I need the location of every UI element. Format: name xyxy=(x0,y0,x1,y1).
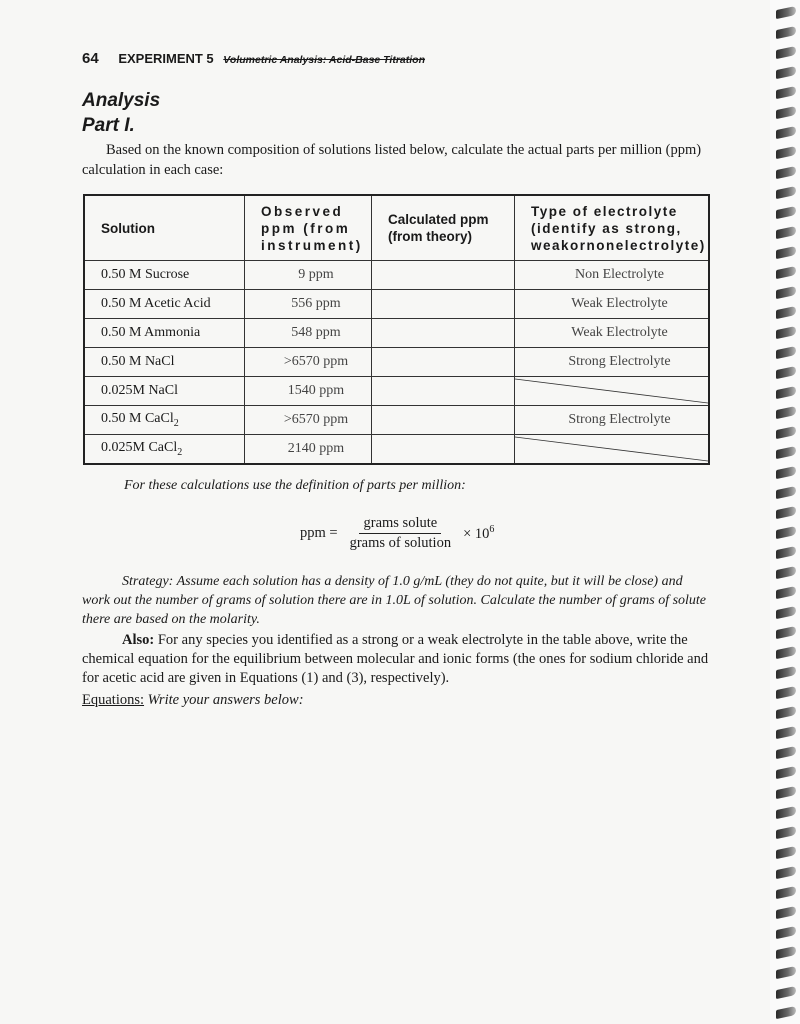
section-title: Analysis xyxy=(82,90,161,111)
binding-ring xyxy=(776,126,796,139)
solution-formula: 0.025M CaCl xyxy=(101,440,178,456)
binding-ring xyxy=(776,806,796,819)
spiral-binding xyxy=(770,0,800,1024)
binding-ring xyxy=(776,886,796,899)
calculated-ppm-cell[interactable] xyxy=(372,435,515,465)
page-header xyxy=(82,50,425,67)
ppm-formula xyxy=(300,515,494,552)
calculated-ppm-cell[interactable] xyxy=(372,319,515,348)
solution-cell: 0.50 M NaCl xyxy=(84,348,245,377)
crossed-out-type-cell xyxy=(515,377,710,406)
electrolyte-type-cell: Strong Electrolyte xyxy=(515,348,710,377)
solution-cell: 0.025M NaCl xyxy=(84,377,245,406)
calculated-ppm-cell[interactable] xyxy=(372,406,515,435)
exponent: 6 xyxy=(489,524,495,536)
binding-ring xyxy=(776,826,796,839)
equations-instruction: Write your answers below: xyxy=(144,692,304,708)
solution-cell: 0.50 M Ammonia xyxy=(84,319,245,348)
electrolyte-type-cell: Strong Electrolyte xyxy=(515,406,710,435)
binding-ring xyxy=(776,166,796,179)
table-row xyxy=(84,348,709,377)
equations-prompt xyxy=(82,692,304,709)
observed-ppm-cell: 9 ppm xyxy=(245,261,372,290)
electrolyte-type-cell: Weak Electrolyte xyxy=(515,319,710,348)
binding-ring xyxy=(776,526,796,539)
binding-ring xyxy=(776,46,796,59)
binding-ring xyxy=(776,646,796,659)
binding-ring xyxy=(776,66,796,79)
header-calculated-ppm: Calculated ppm (from theory) xyxy=(372,195,515,261)
binding-ring xyxy=(776,226,796,239)
binding-ring xyxy=(776,426,796,439)
binding-ring xyxy=(776,446,796,459)
also-paragraph xyxy=(82,631,712,688)
binding-ring xyxy=(776,546,796,559)
observed-ppm-cell: 2140 ppm xyxy=(245,435,372,465)
binding-ring xyxy=(776,146,796,159)
header-electrolyte-type: Type of electrolyte (identify as strong, weakornonelectrolyte) xyxy=(515,195,710,261)
binding-ring xyxy=(776,326,796,339)
binding-ring xyxy=(776,666,796,679)
binding-ring xyxy=(776,406,796,419)
electrolyte-type-cell: Non Electrolyte xyxy=(515,261,710,290)
observed-ppm-cell: 556 ppm xyxy=(245,290,372,319)
header-solution: Solution xyxy=(84,195,245,261)
binding-ring xyxy=(776,766,796,779)
binding-ring xyxy=(776,626,796,639)
binding-ring xyxy=(776,86,796,99)
solution-cell xyxy=(84,435,245,465)
table-row xyxy=(84,377,709,406)
binding-ring xyxy=(776,566,796,579)
calculated-ppm-cell[interactable] xyxy=(372,348,515,377)
struck-experiment-title: Volumetric Analysis: Acid-Base Titration xyxy=(223,54,425,66)
binding-ring xyxy=(776,306,796,319)
equations-label: Equations: xyxy=(82,692,145,708)
solution-cell xyxy=(84,406,245,435)
diagonal-strike xyxy=(515,377,708,405)
binding-ring xyxy=(776,686,796,699)
binding-ring xyxy=(776,286,796,299)
part-title: Part I. xyxy=(82,115,135,136)
formula-denominator: grams of solution xyxy=(349,535,452,551)
binding-ring xyxy=(776,866,796,879)
solution-formula: 0.50 M CaCl xyxy=(101,411,174,427)
page-number: 64 xyxy=(82,50,99,67)
header-observed-ppm: Observed ppm (from instrument) xyxy=(245,195,372,261)
crossed-out-type-cell xyxy=(515,435,710,465)
observed-ppm-cell: >6570 ppm xyxy=(245,348,372,377)
binding-ring xyxy=(776,586,796,599)
formula-numerator: grams solute xyxy=(359,515,441,534)
binding-ring xyxy=(776,906,796,919)
observed-ppm-cell: 1540 ppm xyxy=(245,377,372,406)
binding-ring xyxy=(776,106,796,119)
binding-ring xyxy=(776,926,796,939)
calculated-ppm-cell[interactable] xyxy=(372,377,515,406)
multiplier-text: × 10 xyxy=(463,525,490,542)
table-row xyxy=(84,261,709,290)
observed-ppm-cell: 548 ppm xyxy=(245,319,372,348)
strategy-paragraph: Strategy: Assume each solution has a density of 1.0 g/mL (they do not quite, but it will be close) and work out the number of grams of solution there are in 1.0L of solution. Calculate the number of grams of solute there are based on the molarity. xyxy=(82,574,707,627)
formula-fraction xyxy=(346,515,456,552)
calculated-ppm-cell[interactable] xyxy=(372,290,515,319)
observed-ppm-cell: >6570 ppm xyxy=(245,406,372,435)
binding-ring xyxy=(776,366,796,379)
experiment-label: EXPERIMENT 5 xyxy=(118,51,214,66)
binding-ring xyxy=(776,6,796,19)
binding-ring xyxy=(776,1006,796,1019)
binding-ring xyxy=(776,206,796,219)
binding-ring xyxy=(776,466,796,479)
solution-cell: 0.50 M Acetic Acid xyxy=(84,290,245,319)
binding-ring xyxy=(776,986,796,999)
formula-lhs: ppm = xyxy=(300,525,338,541)
binding-ring xyxy=(776,486,796,499)
table-row xyxy=(84,406,709,435)
table-header-row xyxy=(84,195,709,261)
binding-ring xyxy=(776,606,796,619)
calculated-ppm-cell[interactable] xyxy=(372,261,515,290)
table-row xyxy=(84,435,709,465)
table-row xyxy=(84,290,709,319)
binding-ring xyxy=(776,946,796,959)
formula-multiplier xyxy=(463,524,494,543)
binding-ring xyxy=(776,386,796,399)
binding-ring xyxy=(776,966,796,979)
binding-ring xyxy=(776,186,796,199)
also-text: For any species you identified as a strong or a weak electrolyte in the table above, write the chemical equation for the equilibrium between molecular and ionic forms (the ones for sodium chloride and for acetic acid are given in Equations (1) and (3), respectively). xyxy=(82,632,709,686)
also-label: Also: xyxy=(122,632,155,648)
subscript: 2 xyxy=(177,446,183,458)
diagonal-strike xyxy=(515,435,708,463)
intro-paragraph: Based on the known composition of solutions listed below, calculate the actual parts per million (ppm) calculation in each case: xyxy=(82,142,702,178)
electrolyte-type-cell: Weak Electrolyte xyxy=(515,290,710,319)
solution-cell: 0.50 M Sucrose xyxy=(84,261,245,290)
binding-ring xyxy=(776,846,796,859)
binding-ring xyxy=(776,26,796,39)
binding-ring xyxy=(776,346,796,359)
table-row xyxy=(84,319,709,348)
binding-ring xyxy=(776,746,796,759)
electrolyte-table xyxy=(83,194,710,465)
ppm-definition-note: For these calculations use the definition of parts per million: xyxy=(124,478,466,493)
subscript: 2 xyxy=(173,417,179,429)
binding-ring xyxy=(776,726,796,739)
binding-ring xyxy=(776,786,796,799)
binding-ring xyxy=(776,706,796,719)
binding-ring xyxy=(776,506,796,519)
binding-ring xyxy=(776,246,796,259)
binding-ring xyxy=(776,266,796,279)
